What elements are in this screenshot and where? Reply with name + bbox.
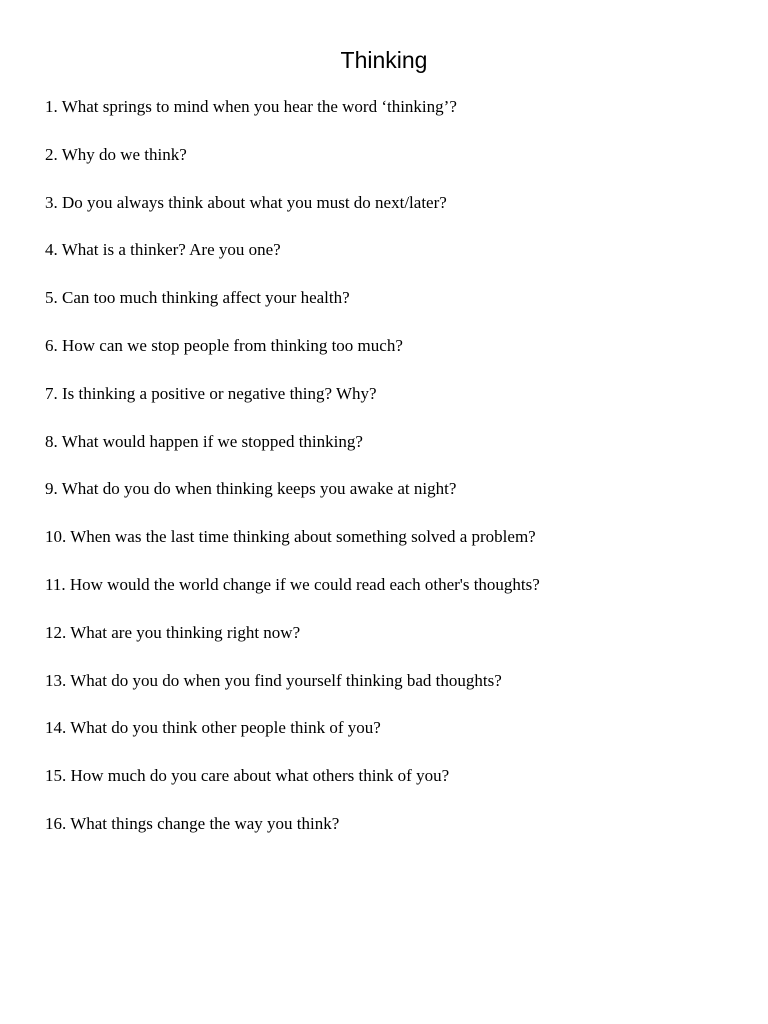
question-item: 10. When was the last time thinking about something solved a problem? [45,527,536,547]
page-title: Thinking [340,47,428,73]
question-item: 15. How much do you care about what others think of you? [45,766,450,786]
question-list [45,95,735,860]
question-item: 7. Is thinking a positive or negative thing? Why? [45,383,377,403]
question-item: 3. Do you always think about what you must do next/later? [45,192,447,212]
question-item: 6. How can we stop people from thinking too much? [45,335,403,355]
question-item: 14. What do you think other people think of you? [45,718,381,738]
question-item: 16. What things change the way you think? [45,813,340,833]
question-item: 9. What do you do when thinking keeps you awake at night? [45,479,457,499]
question-item: 11. How would the world change if we could read each other's thoughts? [45,574,540,594]
question-item: 5. Can too much thinking affect your health? [45,288,350,308]
question-item: 2. Why do we think? [45,144,187,164]
question-item: 1. What springs to mind when you hear the word ‘thinking’? [45,97,457,116]
question-item: 4. What is a thinker? Are you one? [45,240,281,260]
question-item: 12. What are you thinking right now? [45,622,301,642]
question-item: 8. What would happen if we stopped thinking? [45,431,363,451]
question-item: 13. What do you do when you find yourself thinking bad thoughts? [45,670,502,690]
